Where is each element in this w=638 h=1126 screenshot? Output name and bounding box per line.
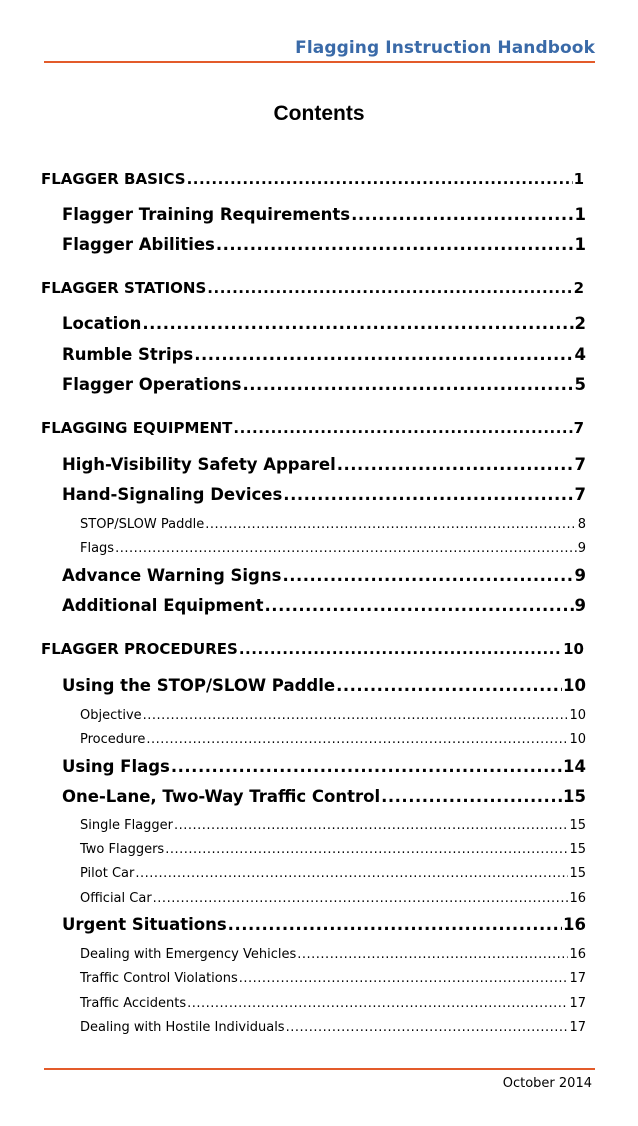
footer-rule: [44, 1068, 595, 1070]
dot-leader: [207, 279, 572, 297]
toc-entry-page-number: 15: [563, 787, 586, 806]
toc-entry-label: Two Flaggers: [80, 842, 165, 857]
dot-leader: [205, 517, 576, 532]
toc-entry-page-number: 15: [569, 818, 586, 833]
dot-leader: [171, 757, 562, 776]
toc-entry[interactable]: [80, 947, 586, 962]
toc-entry-label: Dealing with Emergency Vehicles: [80, 947, 297, 962]
toc-entry[interactable]: [62, 205, 586, 224]
toc-entry[interactable]: [80, 732, 586, 747]
toc-entry-page-number: 9: [574, 566, 586, 585]
toc-entry-page-number: 10: [569, 708, 586, 723]
dot-leader: [115, 541, 577, 556]
toc-entry-label: Flagger Training Requirements: [62, 205, 351, 224]
toc-entry[interactable]: [62, 787, 586, 806]
toc-entry-page-number: 17: [569, 971, 586, 986]
toc-entry[interactable]: [80, 891, 586, 906]
toc-entry-label: Traffic Control Violations: [80, 971, 238, 986]
toc-entry-label: Advance Warning Signs: [62, 566, 282, 585]
toc-entry-label: Hand-Signaling Devices: [62, 485, 283, 504]
toc-entry-label: Using the STOP/SLOW Paddle: [62, 676, 336, 695]
dot-leader: [337, 455, 574, 474]
toc-entry-page-number: 14: [563, 757, 586, 776]
dot-leader: [187, 170, 573, 188]
toc-entry-page-number: 17: [569, 996, 586, 1011]
header-rule: [44, 61, 595, 63]
toc-entry[interactable]: [62, 314, 586, 333]
toc-entry-page-number: 16: [569, 947, 586, 962]
toc-entry-page-number: 16: [569, 891, 586, 906]
toc-entry-label: FLAGGER BASICS: [41, 170, 186, 188]
footer-date: October 2014: [502, 1076, 592, 1091]
toc-entry-label: One-Lane, Two-Way Traffic Control: [62, 787, 381, 806]
toc-entry-label: Single Flagger: [80, 818, 173, 833]
toc-entry-label: Additional Equipment: [62, 596, 264, 615]
toc-entry-page-number: 16: [563, 915, 586, 934]
toc-entry[interactable]: [62, 485, 586, 504]
toc-entry[interactable]: [41, 279, 584, 297]
toc-entry-page-number: 10: [563, 640, 584, 658]
toc-entry[interactable]: [62, 676, 586, 695]
toc-entry-label: Flagger Operations: [62, 375, 242, 394]
dot-leader: [216, 235, 574, 254]
toc-entry-page-number: 10: [569, 732, 586, 747]
toc-entry[interactable]: [62, 345, 586, 364]
toc-entry[interactable]: [41, 170, 584, 188]
toc-entry-label: Procedure: [80, 732, 146, 747]
dot-leader: [239, 640, 562, 658]
dot-leader: [233, 419, 572, 437]
toc-entry-label: Dealing with Hostile Individuals: [80, 1020, 285, 1035]
toc-entry[interactable]: [80, 517, 586, 532]
toc-entry-label: Official Car: [80, 891, 152, 906]
dot-leader: [135, 866, 568, 881]
toc-entry-label: FLAGGING EQUIPMENT: [41, 419, 233, 437]
toc-entry-page-number: 10: [563, 676, 586, 695]
toc-entry-label: Flagger Abilities: [62, 235, 215, 254]
toc-entry[interactable]: [80, 842, 586, 857]
toc-entry[interactable]: [62, 757, 586, 776]
page-title: Contents: [273, 102, 365, 125]
toc-entry-page-number: 7: [574, 485, 586, 504]
toc-entry-page-number: 2: [574, 314, 586, 333]
toc-entry-page-number: 15: [569, 842, 586, 857]
toc-entry-page-number: 8: [577, 517, 586, 532]
toc-entry-page-number: 2: [573, 279, 584, 297]
toc-entry[interactable]: [80, 818, 586, 833]
dot-leader: [336, 676, 562, 695]
toc-entry[interactable]: [41, 640, 584, 658]
toc-entry-page-number: 17: [569, 1020, 586, 1035]
dot-leader: [283, 485, 573, 504]
toc-entry-label: Rumble Strips: [62, 345, 194, 364]
toc-entry-label: FLAGGER STATIONS: [41, 279, 207, 297]
toc-entry[interactable]: [41, 419, 584, 437]
toc-entry-page-number: 4: [574, 345, 586, 364]
toc-entry[interactable]: [62, 235, 586, 254]
dot-leader: [297, 947, 568, 962]
dot-leader: [351, 205, 573, 224]
toc-entry[interactable]: [62, 915, 586, 934]
toc-entry[interactable]: [62, 375, 586, 394]
toc-entry-label: Pilot Car: [80, 866, 135, 881]
dot-leader: [282, 566, 573, 585]
toc-entry-label: STOP/SLOW Paddle: [80, 517, 205, 532]
toc-entry[interactable]: [80, 866, 586, 881]
toc-entry-label: Flags: [80, 541, 115, 556]
toc-entry-label: Location: [62, 314, 142, 333]
dot-leader: [194, 345, 573, 364]
toc-entry-page-number: 1: [574, 235, 586, 254]
toc-entry[interactable]: [80, 541, 586, 556]
toc-entry[interactable]: [62, 455, 586, 474]
toc-entry[interactable]: [80, 1020, 586, 1035]
dot-leader: [381, 787, 562, 806]
toc-entry-label: Traffic Accidents: [80, 996, 187, 1011]
dot-leader: [146, 732, 568, 747]
dot-leader: [187, 996, 568, 1011]
toc-entry-page-number: 9: [574, 596, 586, 615]
dot-leader: [142, 314, 573, 333]
dot-leader: [265, 596, 574, 615]
toc-entry-label: Urgent Situations: [62, 915, 227, 934]
toc-entry-page-number: 7: [573, 419, 584, 437]
dot-leader: [228, 915, 562, 934]
toc-entry-label: High-Visibility Safety Apparel: [62, 455, 336, 474]
toc-entry-page-number: 15: [569, 866, 586, 881]
toc-entry-page-number: 1: [574, 205, 586, 224]
toc-entry[interactable]: [62, 566, 586, 585]
toc-entry-page-number: 9: [577, 541, 586, 556]
dot-leader: [239, 971, 569, 986]
toc-entry-page-number: 5: [574, 375, 586, 394]
dot-leader: [174, 818, 568, 833]
toc-entry[interactable]: [80, 708, 586, 723]
toc-entry-label: Using Flags: [62, 757, 170, 776]
dot-leader: [143, 708, 569, 723]
toc-entry[interactable]: [80, 971, 586, 986]
toc-entry-label: Objective: [80, 708, 142, 723]
toc-entry[interactable]: [80, 996, 586, 1011]
dot-leader: [153, 891, 569, 906]
toc-entry-page-number: 1: [573, 170, 584, 188]
toc-entry[interactable]: [62, 596, 586, 615]
handbook-title: Flagging Instruction Handbook: [295, 38, 595, 58]
toc-entry-page-number: 7: [574, 455, 586, 474]
dot-leader: [286, 1020, 569, 1035]
dot-leader: [243, 375, 574, 394]
toc-entry-label: FLAGGER PROCEDURES: [41, 640, 238, 658]
dot-leader: [165, 842, 568, 857]
